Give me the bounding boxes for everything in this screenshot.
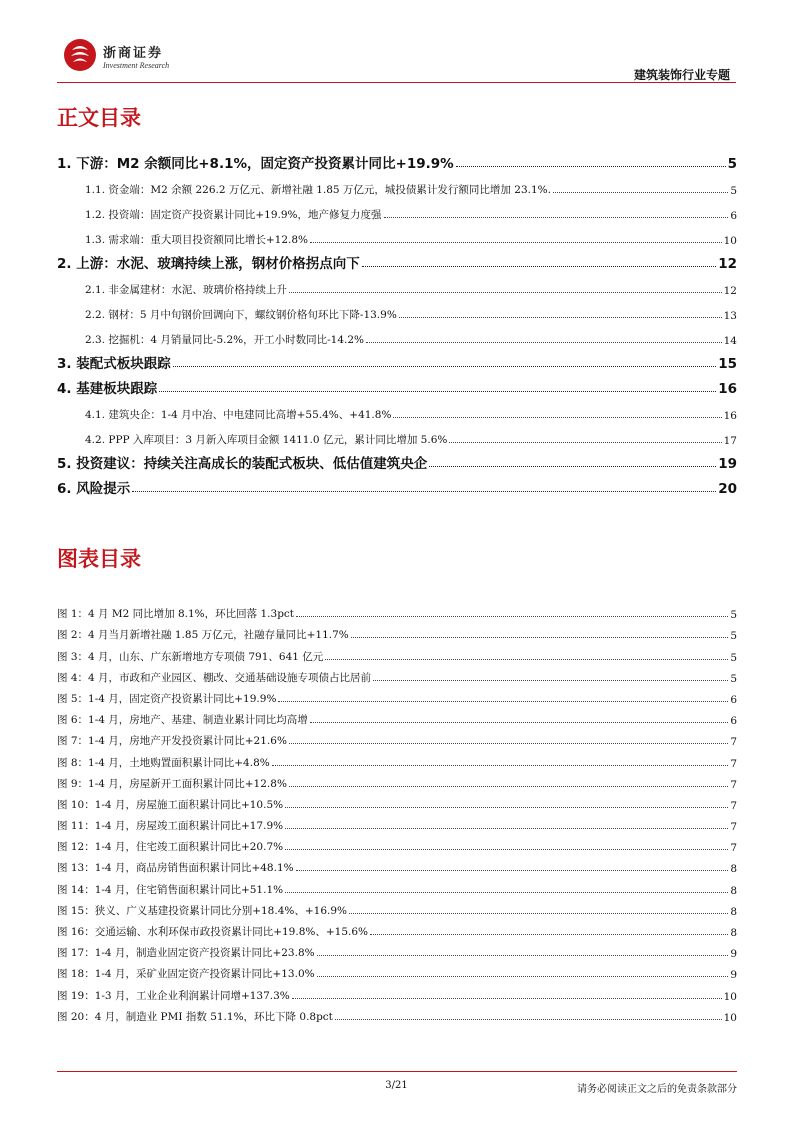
figure-entry-label: 图 16：交通运输、水利环保市政投资累计同比+19.8%、+15.6% — [57, 926, 369, 938]
figure-entry-label: 图 4：4 月，市政和产业园区、棚改、交通基础设施专项债占比居前 — [57, 671, 372, 684]
toc-subsection-entry[interactable] — [57, 297, 737, 322]
figure-entry[interactable] — [57, 939, 737, 960]
figure-entry-label: 图 3：4 月，山东、广东新增地方专项债 791、641 亿元 — [57, 650, 324, 663]
figure-entry-page: 9 — [730, 948, 737, 961]
toc-subsection-entry[interactable] — [57, 322, 737, 347]
toc-section-entry-page: 20 — [718, 481, 737, 497]
toc-subsection-entry-page: 12 — [723, 285, 737, 297]
toc-subsection-entry-label: 4.1. 建筑央企：1-4 月中冶、中电建同比高增+55.4%、+41.8% — [85, 409, 392, 421]
list-of-figures — [57, 600, 737, 1024]
figure-entry[interactable] — [57, 833, 737, 854]
table-of-contents — [57, 147, 737, 497]
toc-subsection-entry-label: 2.3. 挖掘机：4 月销量同比-5.2%，开工小时数同比-14.2% — [85, 334, 365, 346]
toc-subsection-entry-page: 6 — [730, 210, 737, 222]
page-header — [57, 34, 736, 86]
figure-entry-page: 5 — [730, 609, 737, 622]
figure-entry-page: 8 — [730, 863, 737, 876]
dot-leader — [456, 166, 726, 167]
toc-section-entry-page: 19 — [718, 456, 737, 472]
figure-entry-page: 5 — [730, 672, 737, 685]
toc-section-entry[interactable] — [57, 247, 737, 272]
dot-leader — [325, 659, 728, 660]
dot-leader — [310, 242, 722, 243]
dot-leader — [370, 934, 728, 935]
dot-leader — [289, 292, 722, 293]
figure-entry-page: 6 — [730, 715, 737, 728]
dot-leader — [292, 998, 722, 999]
figure-entry-page: 6 — [730, 693, 737, 706]
dot-leader — [272, 765, 729, 766]
dot-leader — [317, 955, 729, 956]
dot-leader — [449, 442, 721, 443]
figure-entry[interactable] — [57, 897, 737, 918]
brand-name-en: Investment Research — [103, 61, 170, 70]
footer-divider — [57, 1071, 737, 1072]
toc-section-entry-page: 16 — [718, 381, 737, 397]
figure-entry-label: 图 1：4 月 M2 同比增加 8.1%，环比回落 1.3pct — [57, 608, 295, 621]
figure-entry-label: 图 2：4 月当月新增社融 1.85 万亿元，社融存量同比+11.7% — [57, 629, 349, 642]
figure-entry[interactable] — [57, 812, 737, 833]
figure-entry-label: 图 15：狭义、广义基建投资累计同比分别+18.4%、+16.9% — [57, 904, 348, 917]
toc-subsection-entry-page: 5 — [730, 185, 737, 197]
figure-entry-label: 图 10：1-4 月，房屋施工面积累计同比+10.5% — [57, 798, 284, 811]
figure-entry[interactable] — [57, 706, 737, 727]
toc-subsection-entry[interactable] — [57, 222, 737, 247]
figure-entry-label: 图 6：1-4 月，房地产、基建、制造业累计同比均高增 — [57, 714, 308, 727]
figure-entry[interactable] — [57, 981, 737, 1002]
figure-entry-label: 图 19：1-3 月，工业企业利润累计同增+137.3% — [57, 989, 290, 1002]
dot-leader — [317, 976, 729, 977]
figure-entry[interactable] — [57, 770, 737, 791]
figure-entry-page: 5 — [730, 651, 737, 664]
figure-entry-label: 图 20：4 月，制造业 PMI 指数 51.1%，环比下降 0.8pct — [57, 1010, 333, 1023]
figure-entry-label: 图 7：1-4 月，房地产开发投资累计同比+21.6% — [57, 735, 287, 748]
toc-section-entry-page: 5 — [727, 156, 737, 172]
dot-leader — [384, 217, 729, 218]
toc-section-entry[interactable] — [57, 147, 737, 172]
dot-leader — [285, 828, 728, 829]
toc-subsection-entry-label: 1.3. 需求端：重大项目投资额同比增长+12.8% — [85, 234, 309, 246]
toc-subsection-entry[interactable] — [57, 172, 737, 197]
dot-leader — [373, 680, 728, 681]
figure-entry-page: 8 — [730, 905, 737, 918]
figure-entry[interactable] — [57, 875, 737, 896]
toc-subsection-entry-page: 17 — [723, 435, 737, 447]
toc-subsection-entry[interactable] — [57, 197, 737, 222]
toc-section-entry-label: 3. 装配式板块跟踪 — [57, 356, 171, 372]
toc-section-entry-page: 12 — [718, 256, 737, 272]
dot-leader — [351, 637, 729, 638]
figure-entry-label: 图 17：1-4 月，制造业固定资产投资累计同比+23.8% — [57, 947, 315, 960]
dot-leader — [173, 366, 716, 367]
dot-leader — [278, 701, 728, 702]
figure-entry[interactable] — [57, 854, 737, 875]
toc-section-entry[interactable] — [57, 372, 737, 397]
figure-entry[interactable] — [57, 685, 737, 706]
dot-leader — [310, 722, 729, 723]
toc-section-entry-label: 6. 风险提示 — [57, 481, 131, 497]
dot-leader — [553, 192, 728, 193]
dot-leader — [399, 317, 722, 318]
page-number: 3/21 — [385, 1080, 408, 1091]
dot-leader — [362, 266, 716, 267]
toc-section-entry-label: 4. 基建板块跟踪 — [57, 381, 158, 397]
figure-entry[interactable] — [57, 600, 737, 621]
figure-entry-page: 8 — [730, 927, 737, 939]
figure-entry-page: 7 — [730, 778, 737, 791]
figure-entry-page: 5 — [730, 630, 737, 643]
figure-entry-label: 图 13：1-4 月，商品房销售面积累计同比+48.1% — [57, 862, 294, 875]
figure-entry-label: 图 5：1-4 月，固定资产投资累计同比+19.9% — [57, 692, 277, 705]
toc-section-entry-label: 5. 投资建议：持续关注高成长的装配式板块、低估值建筑央企 — [57, 456, 428, 472]
disclaimer-note: 请务必阅读正文之后的免责条款部分 — [577, 1084, 737, 1095]
figures-heading: 图表目录 — [57, 547, 141, 571]
dot-leader — [335, 1019, 722, 1020]
figure-entry-page: 7 — [730, 757, 737, 770]
toc-heading: 正文目录 — [57, 106, 141, 130]
dot-leader — [429, 466, 716, 467]
toc-subsection-entry-label: 1.2. 投资端：固定资产投资累计同比+19.9%，地产修复力度强 — [85, 209, 382, 221]
toc-subsection-entry-page: 10 — [723, 235, 737, 247]
toc-subsection-entry-page: 16 — [723, 410, 737, 422]
dot-leader — [285, 892, 728, 893]
figure-entry[interactable] — [57, 960, 737, 981]
figure-entry[interactable] — [57, 664, 737, 685]
dot-leader — [132, 491, 716, 492]
dot-leader — [366, 342, 722, 343]
dot-leader — [349, 913, 728, 914]
toc-subsection-entry-label: 2.2. 钢材：5 月中旬钢价回调向下，螺纹钢价格旬环比下降-13.9% — [85, 309, 397, 321]
toc-subsection-entry-page: 14 — [723, 335, 737, 347]
toc-subsection-entry[interactable] — [57, 422, 737, 447]
toc-subsection-entry-page: 13 — [723, 310, 737, 322]
figure-entry[interactable] — [57, 727, 737, 748]
figure-entry-label: 图 14：1-4 月，住宅销售面积累计同比+51.1% — [57, 883, 284, 896]
dot-leader — [296, 870, 729, 871]
toc-section-entry-label: 1. 下游：M2 余额同比+8.1%，固定资产投资累计同比+19.9% — [57, 156, 454, 172]
brand-logo-icon — [63, 38, 97, 72]
figure-entry-page: 9 — [730, 969, 737, 982]
toc-section-entry-page: 15 — [718, 356, 737, 372]
figure-entry[interactable] — [57, 1003, 737, 1024]
toc-section-entry[interactable] — [57, 347, 737, 372]
toc-section-entry-label: 2. 上游：水泥、玻璃持续上涨，钢材价格拐点向下 — [57, 256, 360, 272]
figure-entry-page: 8 — [730, 884, 737, 897]
figure-entry-label: 图 12：1-4 月，住宅竣工面积累计同比+20.7% — [57, 841, 284, 854]
figure-entry[interactable] — [57, 748, 737, 769]
figure-entry-page: 7 — [730, 799, 737, 812]
figure-entry-page: 10 — [723, 990, 737, 1003]
toc-section-entry[interactable] — [57, 472, 737, 497]
brand-name-cn: 浙商证券 — [103, 46, 164, 61]
dot-leader — [289, 786, 728, 787]
figure-entry-label: 图 8：1-4 月，土地购置面积累计同比+4.8% — [57, 756, 270, 769]
figure-entry-label: 图 11：1-4 月，房屋竣工面积累计同比+17.9% — [57, 820, 284, 833]
dot-leader — [289, 743, 728, 744]
toc-subsection-entry-label: 2.1. 非金属建材：水泥、玻璃价格持续上升 — [85, 284, 287, 296]
figure-entry-page: 7 — [730, 821, 737, 834]
figure-entry-label: 图 9：1-4 月，房屋新开工面积累计同比+12.8% — [57, 777, 287, 790]
dot-leader — [285, 849, 728, 850]
dot-leader — [296, 616, 728, 617]
figure-entry[interactable] — [57, 642, 737, 663]
toc-subsection-entry-label: 4.2. PPP 入库项目：3 月新入库项目金额 1411.0 亿元，累计同比增加 5.6% — [85, 434, 448, 446]
figure-entry-page: 7 — [730, 842, 737, 855]
figure-entry-page: 7 — [730, 736, 737, 749]
figure-entry[interactable] — [57, 621, 737, 642]
figure-entry[interactable] — [57, 918, 737, 939]
figure-entry-label: 图 18：1-4 月，采矿业固定资产投资累计同比+13.0% — [57, 968, 315, 981]
figure-entry-page: 10 — [723, 1011, 737, 1024]
toc-section-entry[interactable] — [57, 447, 737, 472]
report-type: 建筑装饰行业专题 — [633, 68, 730, 82]
header-divider — [57, 82, 736, 83]
toc-subsection-entry[interactable] — [57, 272, 737, 297]
toc-subsection-entry[interactable] — [57, 397, 737, 422]
dot-leader — [393, 417, 721, 418]
figure-entry[interactable] — [57, 791, 737, 812]
dot-leader — [159, 391, 716, 392]
toc-subsection-entry-label: 1.1. 资金端：M2 余额 226.2 万亿元、新增社融 1.85 万亿元，城投债累计发行额同比增加 23.1%. — [85, 184, 551, 196]
dot-leader — [285, 807, 728, 808]
